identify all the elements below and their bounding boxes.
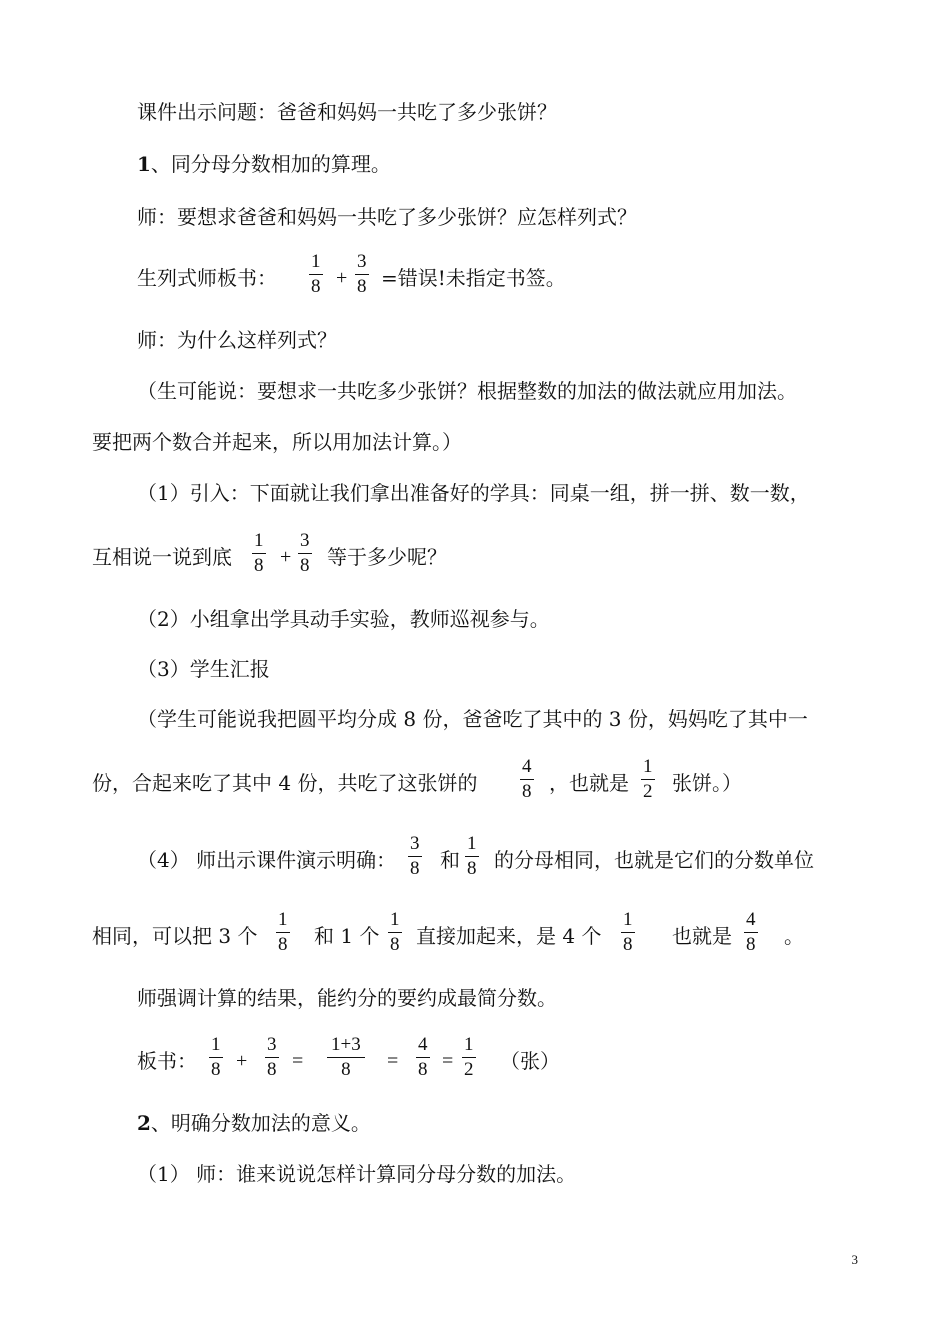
denominator: 8 [467,858,477,879]
text-line: （4） 师出示课件演示明确： [137,848,397,872]
fraction-bar [327,1057,365,1058]
section-heading [137,150,391,178]
numerator: 3 [267,1034,277,1055]
text-line: 互相说一说到底 [92,545,232,569]
text-line: （1） 师：谁来说说怎样计算同分母分数的加法。 [137,1162,577,1186]
numerator: 3 [410,833,420,854]
numerator: 1 [211,1034,221,1055]
fraction [388,909,402,956]
text-line: =错误!未指定书签。 [381,266,566,290]
fraction [209,1034,223,1081]
equals-sign: = [292,1050,304,1072]
text-line: 的分母相同，也就是它们的分数单位 [494,848,814,872]
denominator: 2 [643,781,653,802]
numerator: 1 [278,909,288,930]
fraction [641,756,655,803]
fraction-bar [355,274,369,275]
fraction-bar [209,1057,223,1058]
numerator: 1 [623,909,633,930]
fraction-bar [621,932,635,933]
plus-sign: + [236,1050,248,1072]
fraction-bar [265,1057,279,1058]
numerator: 3 [357,251,367,272]
text-line: 相同，可以把 3 个 [92,924,258,948]
denominator: 8 [418,1059,428,1080]
section-title: 、同分母分数相加的算理。 [150,152,391,176]
section-heading [137,1109,371,1137]
text-line: 师强调计算的结果，能约分的要约成最简分数。 [137,986,557,1010]
fraction-bar [416,1057,430,1058]
text-line: （1）引入：下面就让我们拿出准备好的学具：同桌一组，拼一拼、数一数， [137,481,810,505]
denominator: 8 [267,1059,277,1080]
text-line: 张饼。） [672,771,742,795]
text-line: 份，合起来吃了其中 4 份，共吃了这张饼的 [92,771,478,795]
equals-sign: = [442,1050,454,1072]
numerator: 1 [390,909,400,930]
fraction [298,530,312,577]
numerator: 3 [300,530,310,551]
denominator: 8 [522,781,532,802]
fraction-bar [408,856,422,857]
denominator: 8 [300,555,310,576]
text-line: 师：为什么这样列式？ [137,328,337,352]
denominator: 8 [278,934,288,955]
text-line: ，也就是 [549,771,629,795]
denominator: 8 [357,276,367,297]
text-line: （生可能说：要想求一共吃多少张饼？根据整数的加法的做法就应用加法。 [137,379,797,403]
section-number: 1 [137,152,151,176]
fraction [520,756,534,803]
fraction-bar [465,856,479,857]
denominator: 8 [211,1059,221,1080]
numerator: 4 [746,909,756,930]
numerator: 1 [467,833,477,854]
section-title: 、明确分数加法的意义。 [150,1111,371,1135]
text-line: 等于多少呢？ [327,545,447,569]
fraction-bar [276,932,290,933]
fraction-bar [388,932,402,933]
denominator: 8 [341,1059,351,1080]
fraction [621,909,635,956]
text-line: （3）学生汇报 [137,657,270,681]
denominator: 8 [746,934,756,955]
numerator: 4 [418,1034,428,1055]
text-line: （2）小组拿出学具动手实验，教师巡视参与。 [137,607,550,631]
denominator: 8 [390,934,400,955]
page-number: 3 [851,1252,858,1267]
text-line: 板书： [137,1049,197,1073]
plus-sign: + [336,267,348,289]
text-line: 生列式师板书： [137,266,277,290]
fraction [276,909,290,956]
text-line: 要把两个数合并起来，所以用加法计算。） [92,430,462,454]
fraction [416,1034,430,1081]
fraction-bar [744,932,758,933]
fraction [265,1034,279,1081]
fraction [355,251,369,298]
section-number: 2 [137,1111,151,1135]
text-line: （学生可能说我把圆平均分成 8 份，爸爸吃了其中的 3 份，妈妈吃了其中一 [137,707,808,731]
fraction [408,833,422,880]
fraction [744,909,758,956]
numerator: 1 [464,1034,474,1055]
text-line: 师：要想求爸爸和妈妈一共吃了多少张饼？应怎样列式？ [137,205,637,229]
text-line: （张） [500,1049,560,1073]
plus-sign: + [280,546,292,568]
fraction [252,530,266,577]
fraction-bar [252,553,266,554]
fraction-bar [309,274,323,275]
fraction [327,1034,365,1081]
fraction-bar [462,1057,476,1058]
denominator: 8 [254,555,264,576]
denominator: 2 [464,1059,474,1080]
fraction-bar [520,779,534,780]
text-line: 课件出示问题：爸爸和妈妈一共吃了多少张饼？ [137,100,557,124]
text-line: 直接加起来，是 4 个 [416,924,602,948]
equals-sign: = [387,1050,399,1072]
fraction-bar [298,553,312,554]
text-line: 也就是 [672,924,732,948]
text-line: 和 [440,848,460,872]
numerator: 1 [643,756,653,777]
numerator: 1+3 [331,1034,361,1055]
fraction-bar [641,779,655,780]
fraction [465,833,479,880]
text-line: 。 [784,924,804,948]
numerator: 1 [311,251,321,272]
denominator: 8 [311,276,321,297]
numerator: 1 [254,530,264,551]
denominator: 8 [410,858,420,879]
text-line: 和 1 个 [314,924,380,948]
fraction [309,251,323,298]
fraction [462,1034,476,1081]
numerator: 4 [522,756,532,777]
denominator: 8 [623,934,633,955]
